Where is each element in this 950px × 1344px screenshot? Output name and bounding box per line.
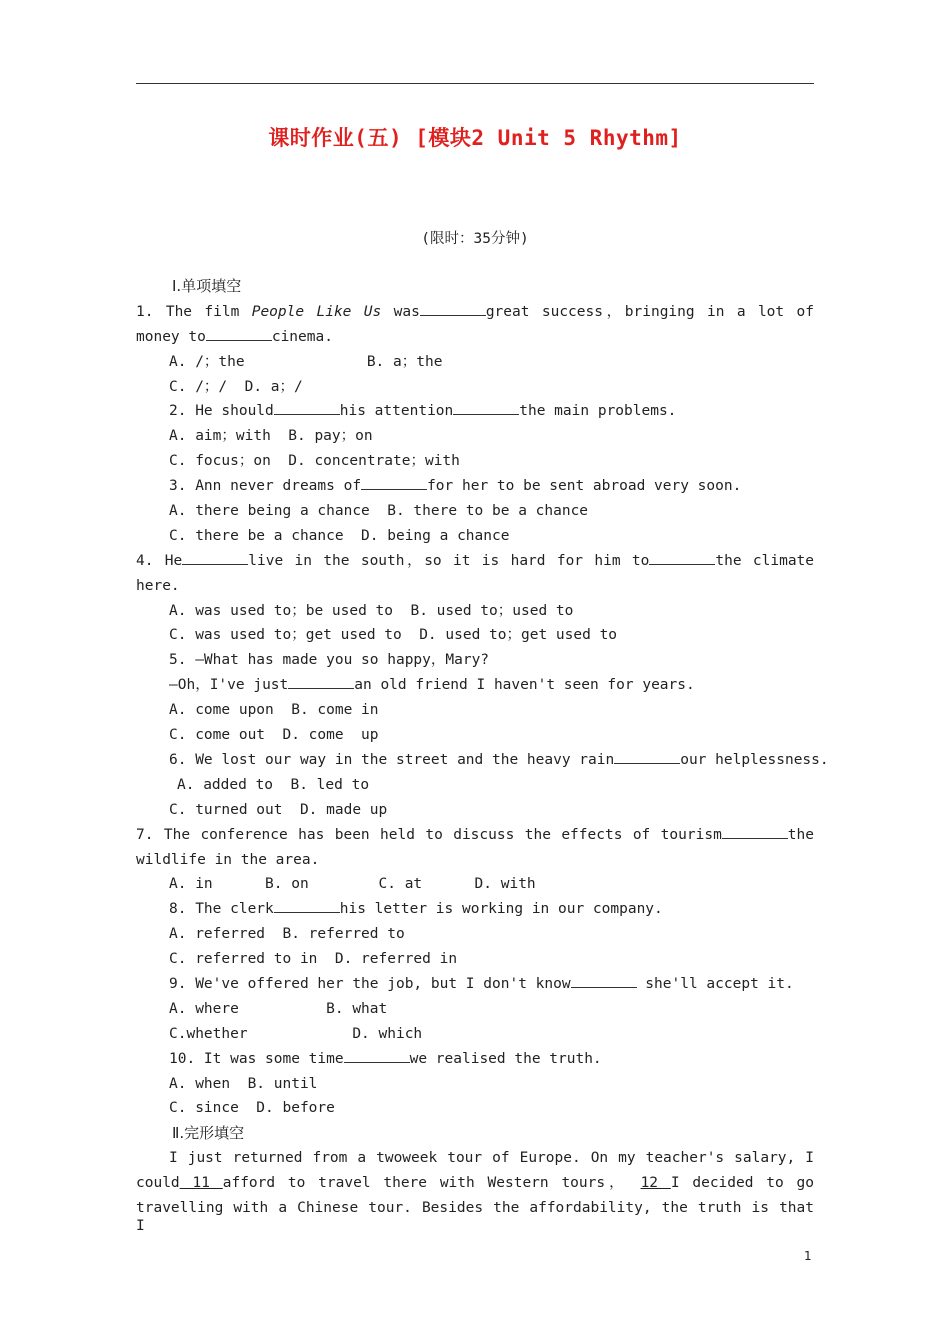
- answer-blank: [453, 402, 519, 415]
- question-4-options-2: C. was used to；get used to D. used to；get used to: [169, 627, 618, 643]
- passage-line-2: could 11 afford to travel there with Western tours， 12 I decided to go: [136, 1175, 814, 1191]
- answer-blank: [288, 676, 354, 689]
- answer-blank: [182, 552, 248, 565]
- answer-blank: [722, 826, 788, 839]
- question-4-options-1: A. was used to；be used to B. used to；used to: [169, 603, 574, 619]
- page-number: 1: [804, 1249, 812, 1263]
- question-3: 3. Ann never dreams of for her to be sent abroad very soon.: [169, 478, 742, 494]
- question-9-options-1: A. where B. what: [169, 1001, 388, 1017]
- answer-blank: [274, 402, 340, 415]
- question-6: 6. We lost our way in the street and the heavy rain our helplessness.: [169, 752, 829, 768]
- question-4-line-1: 4. He live in the south，so it is hard for him to the climate: [136, 553, 815, 569]
- question-5-line-2: —Oh，I've just an old friend I haven't seen for years.: [169, 677, 695, 693]
- time-limit: (限时：35分钟): [421, 231, 529, 247]
- question-8-options-1: A. referred B. referred to: [169, 926, 405, 942]
- question-7-line-1: 7. The conference has been held to discuss the effects of tourism the: [136, 827, 814, 843]
- question-9-options-2: C.whether D. which: [169, 1026, 423, 1042]
- question-3-options-1: A. there being a chance B. there to be a chance: [169, 503, 589, 519]
- section1-heading: Ⅰ.单项填空: [172, 277, 242, 295]
- question-10-options-1: A. when B. until: [169, 1076, 318, 1092]
- answer-blank: [274, 900, 340, 913]
- question-2: 2. He should his attention the main problems.: [169, 403, 677, 419]
- answer-blank: [571, 975, 637, 988]
- passage-line-1: I just returned from a twoweek tour of Europe. On my teacher's salary, I: [169, 1150, 814, 1166]
- question-1-line-2: money to cinema.: [136, 329, 333, 345]
- question-1-line-1: 1. The film People Like Us was great success，bringing in a lot of: [136, 304, 814, 320]
- question-6-options-2: C. turned out D. made up: [169, 802, 388, 818]
- cloze-blank-12: 12: [640, 1175, 671, 1191]
- question-10-options-2: C. since D. before: [169, 1100, 335, 1116]
- answer-blank: [206, 328, 272, 341]
- answer-blank: [420, 303, 486, 316]
- question-1-options-2: C. /；/ D. a；/: [169, 379, 303, 395]
- question-7-line-2: wildlife in the area.: [136, 852, 320, 868]
- question-5-options-1: A. come upon B. come in: [169, 702, 379, 718]
- page-title: 课时作业(五) [模块2 Unit 5 Rhythm]: [268, 126, 682, 150]
- film-title: People Like Us: [251, 304, 382, 320]
- section2-heading: Ⅱ.完形填空: [172, 1124, 245, 1142]
- header-rule: [136, 83, 814, 84]
- question-1-options-1: A. /；the B. a；the: [169, 354, 443, 370]
- question-5-options-2: C. come out D. come up: [169, 727, 379, 743]
- question-7-options: A. in B. on C. at D. with: [169, 876, 536, 892]
- answer-blank: [649, 552, 715, 565]
- question-8: 8. The clerk his letter is working in our company.: [169, 901, 663, 917]
- passage-line-3: travelling with a Chinese tour. Besides the affordability, the truth is that I: [136, 1200, 814, 1234]
- question-6-options-1: A. added to B. led to: [177, 777, 370, 793]
- answer-blank: [614, 751, 680, 764]
- answer-blank: [361, 477, 427, 490]
- question-2-options-2: C. focus；on D. concentrate；with: [169, 453, 460, 469]
- question-3-options-2: C. there be a chance D. being a chance: [169, 528, 510, 544]
- answer-blank: [344, 1050, 410, 1063]
- question-5-line-1: 5. —What has made you so happy，Mary?: [169, 652, 490, 668]
- question-8-options-2: C. referred to in D. referred in: [169, 951, 458, 967]
- question-4-line-2: here.: [136, 578, 180, 594]
- question-2-options-1: A. aim；with B. pay；on: [169, 428, 373, 444]
- question-10: 10. It was some time we realised the truth.: [169, 1051, 602, 1067]
- cloze-blank-11: 11: [179, 1175, 223, 1191]
- question-9: 9. We've offered her the job, but I don't know she'll accept it.: [169, 976, 794, 992]
